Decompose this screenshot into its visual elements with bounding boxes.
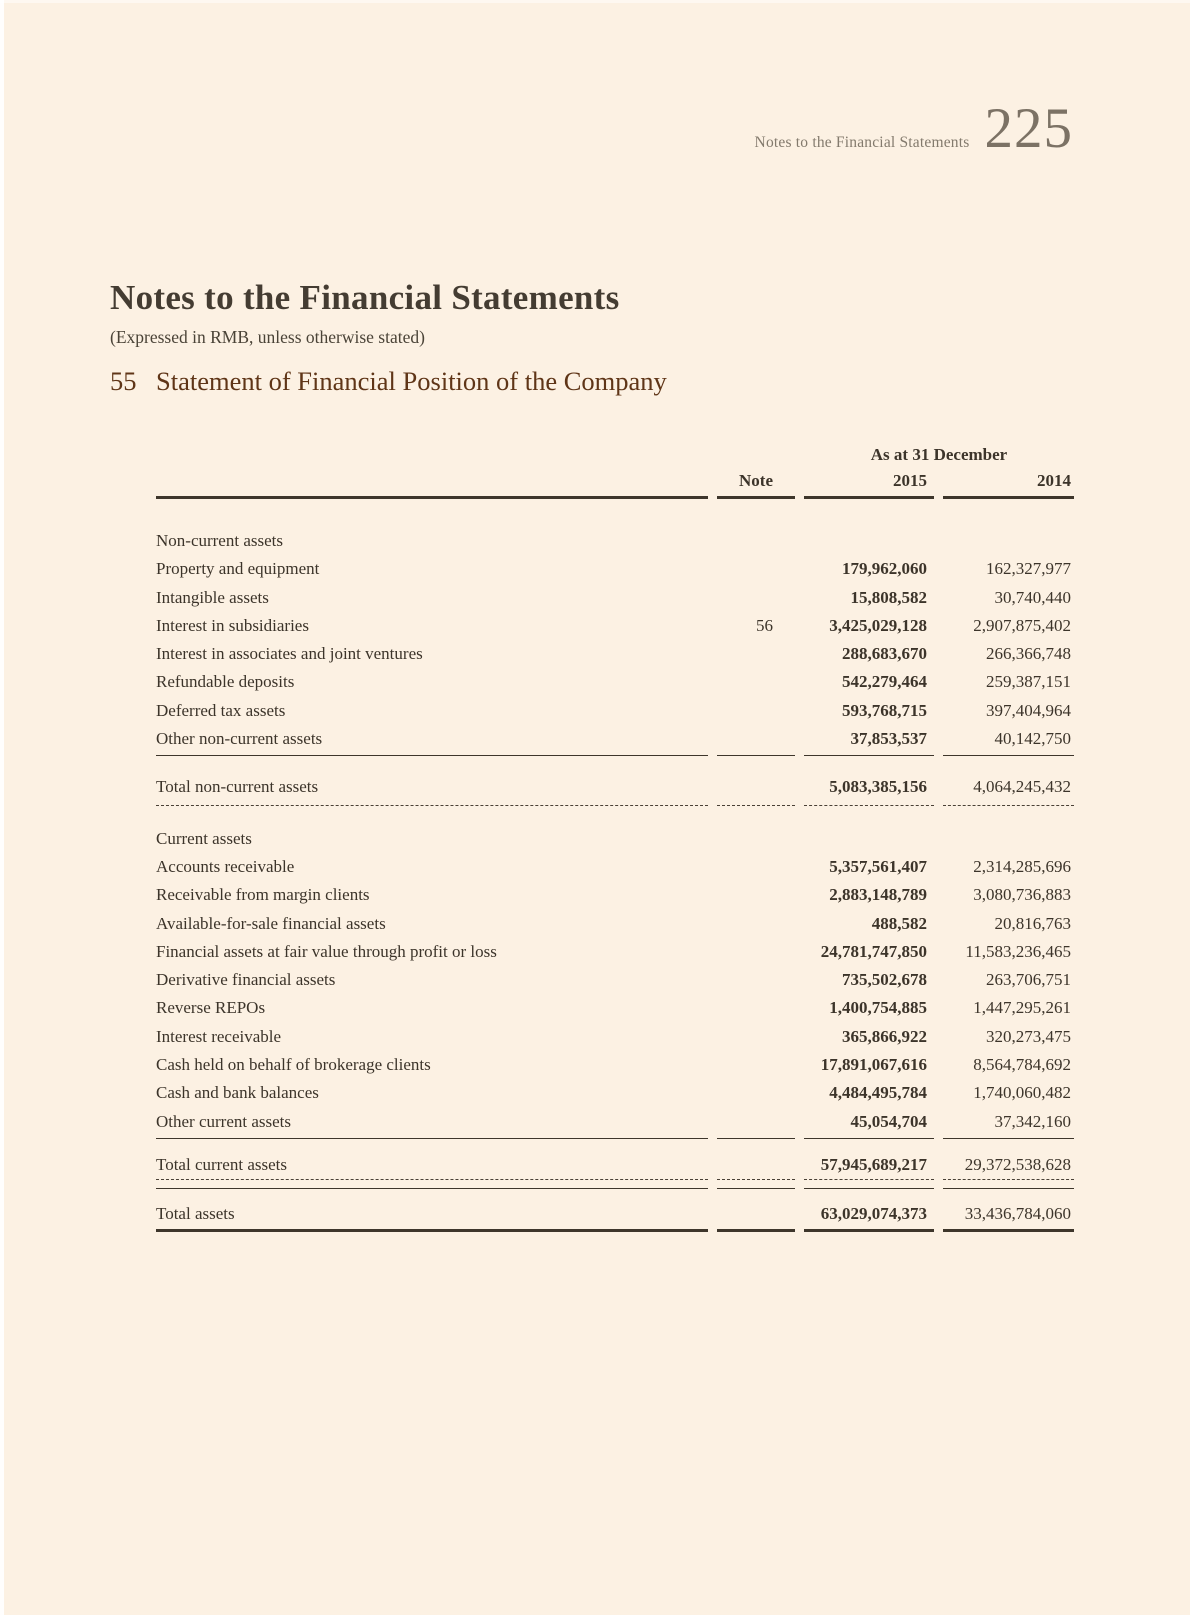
row-value-2015: 488,582 [871, 913, 927, 933]
row-note [717, 881, 795, 909]
table-row [156, 584, 1074, 612]
total-value-2015: 5,083,385,156 [829, 777, 927, 797]
pre-total-rule [156, 1138, 1074, 1139]
page-left-edge [0, 0, 4, 1615]
table-row [156, 1079, 1074, 1107]
row-label: Intangible assets [156, 587, 269, 607]
row-label: Deferred tax assets [156, 700, 286, 720]
group-heading: Current assets [156, 828, 252, 848]
table-row [156, 1108, 1074, 1136]
row-value-2014: 3,080,736,883 [973, 885, 1071, 905]
total-label: Total current assets [156, 1154, 287, 1174]
section-number: 55 [110, 366, 137, 396]
grand-total-value-2015: 63,029,074,373 [820, 1204, 927, 1224]
row-label: Accounts receivable [156, 856, 295, 876]
table-row [156, 1051, 1074, 1079]
row-value-2015: 17,891,067,616 [820, 1055, 927, 1075]
table-date-header-row [156, 444, 1074, 466]
row-value-2014: 266,366,748 [986, 644, 1071, 664]
row-note [717, 910, 795, 938]
table-row [156, 640, 1074, 668]
row-note [717, 725, 795, 753]
total-value-2014: 4,064,245,432 [973, 777, 1071, 797]
dashed-rule [156, 805, 1074, 806]
page-title: Notes to the Financial Statements [110, 278, 620, 317]
row-value-2014: 8,564,784,692 [973, 1055, 1071, 1075]
row-note [717, 966, 795, 994]
row-value-2015: 2,883,148,789 [829, 885, 927, 905]
total-row [156, 1151, 1074, 1179]
header-rule [156, 496, 1074, 499]
row-note [717, 1079, 795, 1107]
grand-total-value-2014: 33,436,784,060 [964, 1204, 1071, 1224]
row-value-2014: 20,816,763 [994, 913, 1071, 933]
row-label: Reverse REPOs [156, 998, 266, 1018]
grand-total-label: Total assets [156, 1204, 235, 1224]
row-label: Cash held on behalf of brokerage clients [156, 1055, 431, 1075]
row-label: Interest receivable [156, 1026, 282, 1046]
row-value-2014: 37,342,160 [994, 1111, 1071, 1131]
row-value-2014: 397,404,964 [986, 700, 1071, 720]
row-value-2015: 4,484,495,784 [829, 1083, 927, 1103]
row-value-2015: 24,781,747,850 [820, 941, 927, 961]
table-row [156, 910, 1074, 938]
row-value-2014: 320,273,475 [986, 1026, 1071, 1046]
row-value-2015: 179,962,060 [842, 559, 927, 579]
row-note [717, 1051, 795, 1079]
table-row [156, 853, 1074, 881]
row-value-2015: 1,400,754,885 [829, 998, 927, 1018]
row-value-2014: 1,740,060,482 [973, 1083, 1071, 1103]
total-value-2014: 29,372,538,628 [964, 1154, 1071, 1174]
row-value-2015: 3,425,029,128 [829, 615, 927, 635]
date-column-header: As at 31 December [870, 445, 1008, 464]
row-note [717, 1108, 795, 1136]
table-row [156, 555, 1074, 583]
row-value-2015: 735,502,678 [842, 970, 927, 990]
row-label: Cash and bank balances [156, 1083, 319, 1103]
row-value-2015: 37,853,537 [850, 729, 927, 749]
row-note: 56 [756, 615, 773, 635]
row-label: Property and equipment [156, 559, 320, 579]
row-value-2015: 45,054,704 [850, 1111, 927, 1131]
table-row [156, 668, 1074, 696]
section-title: Statement of Financial Position of the Company [156, 366, 667, 396]
pre-grand-total-rule [156, 1188, 1074, 1189]
row-value-2014: 11,583,236,465 [965, 941, 1071, 961]
row-value-2014: 2,907,875,402 [973, 615, 1071, 635]
row-value-2015: 365,866,922 [842, 1026, 927, 1046]
row-label: Interest in subsidiaries [156, 615, 309, 635]
grand-total-row [156, 1200, 1074, 1228]
financial-position-table [156, 444, 1074, 1232]
row-value-2014: 263,706,751 [986, 970, 1071, 990]
page-number: 225 [984, 97, 1073, 160]
group-heading-row [156, 527, 1074, 555]
row-label: Other current assets [156, 1111, 292, 1131]
row-note [717, 555, 795, 583]
running-header [754, 97, 1073, 160]
year-2014-column-header: 2014 [1037, 471, 1071, 490]
table-column-header-row [156, 470, 1074, 496]
row-value-2015: 593,768,715 [842, 700, 927, 720]
row-label: Refundable deposits [156, 672, 295, 692]
grand-total-rule [156, 1229, 1074, 1232]
table-row [156, 938, 1074, 966]
row-note [717, 853, 795, 881]
table-row [156, 881, 1074, 909]
row-value-2014: 40,142,750 [994, 729, 1071, 749]
row-label: Other non-current assets [156, 729, 323, 749]
row-note [717, 640, 795, 668]
row-value-2014: 30,740,440 [994, 587, 1071, 607]
row-value-2015: 5,357,561,407 [829, 856, 927, 876]
row-label: Available-for-sale financial assets [156, 913, 386, 933]
row-value-2015: 15,808,582 [850, 587, 927, 607]
table-row [156, 612, 1074, 640]
row-value-2015: 288,683,670 [842, 644, 927, 664]
label-column-header [156, 470, 708, 492]
section-heading [110, 366, 667, 397]
table-row [156, 725, 1074, 753]
table-row [156, 697, 1074, 725]
note-column-header: Note [739, 471, 773, 490]
row-label: Interest in associates and joint ventures [156, 644, 423, 664]
row-note [717, 994, 795, 1022]
total-label: Total non-current assets [156, 777, 319, 797]
table-row [156, 994, 1074, 1022]
dashed-rule [156, 1179, 1074, 1180]
row-label: Financial assets at fair value through profit or loss [156, 941, 497, 961]
page-top-edge [0, 0, 1190, 3]
total-value-2015: 57,945,689,217 [820, 1154, 927, 1174]
row-value-2015: 542,279,464 [842, 672, 927, 692]
group-heading: Non-current assets [156, 531, 283, 550]
row-label: Receivable from margin clients [156, 885, 370, 905]
page-subtitle: (Expressed in RMB, unless otherwise stated) [110, 327, 425, 347]
table-row [156, 1023, 1074, 1051]
row-value-2014: 162,327,977 [986, 559, 1071, 579]
total-row [156, 773, 1074, 801]
row-note [717, 584, 795, 612]
row-value-2014: 2,314,285,696 [973, 856, 1071, 876]
group-heading-row [156, 825, 1074, 853]
row-note [717, 1023, 795, 1051]
row-value-2014: 1,447,295,261 [973, 998, 1071, 1018]
year-2015-column-header: 2015 [893, 471, 927, 490]
pre-total-rule [156, 755, 1074, 756]
row-value-2014: 259,387,151 [986, 672, 1071, 692]
running-header-label: Notes to the Financial Statements [754, 134, 970, 151]
title-block [110, 278, 620, 348]
row-label: Derivative financial assets [156, 970, 336, 990]
table-row [156, 966, 1074, 994]
row-note [717, 697, 795, 725]
row-note [717, 668, 795, 696]
row-note [717, 938, 795, 966]
